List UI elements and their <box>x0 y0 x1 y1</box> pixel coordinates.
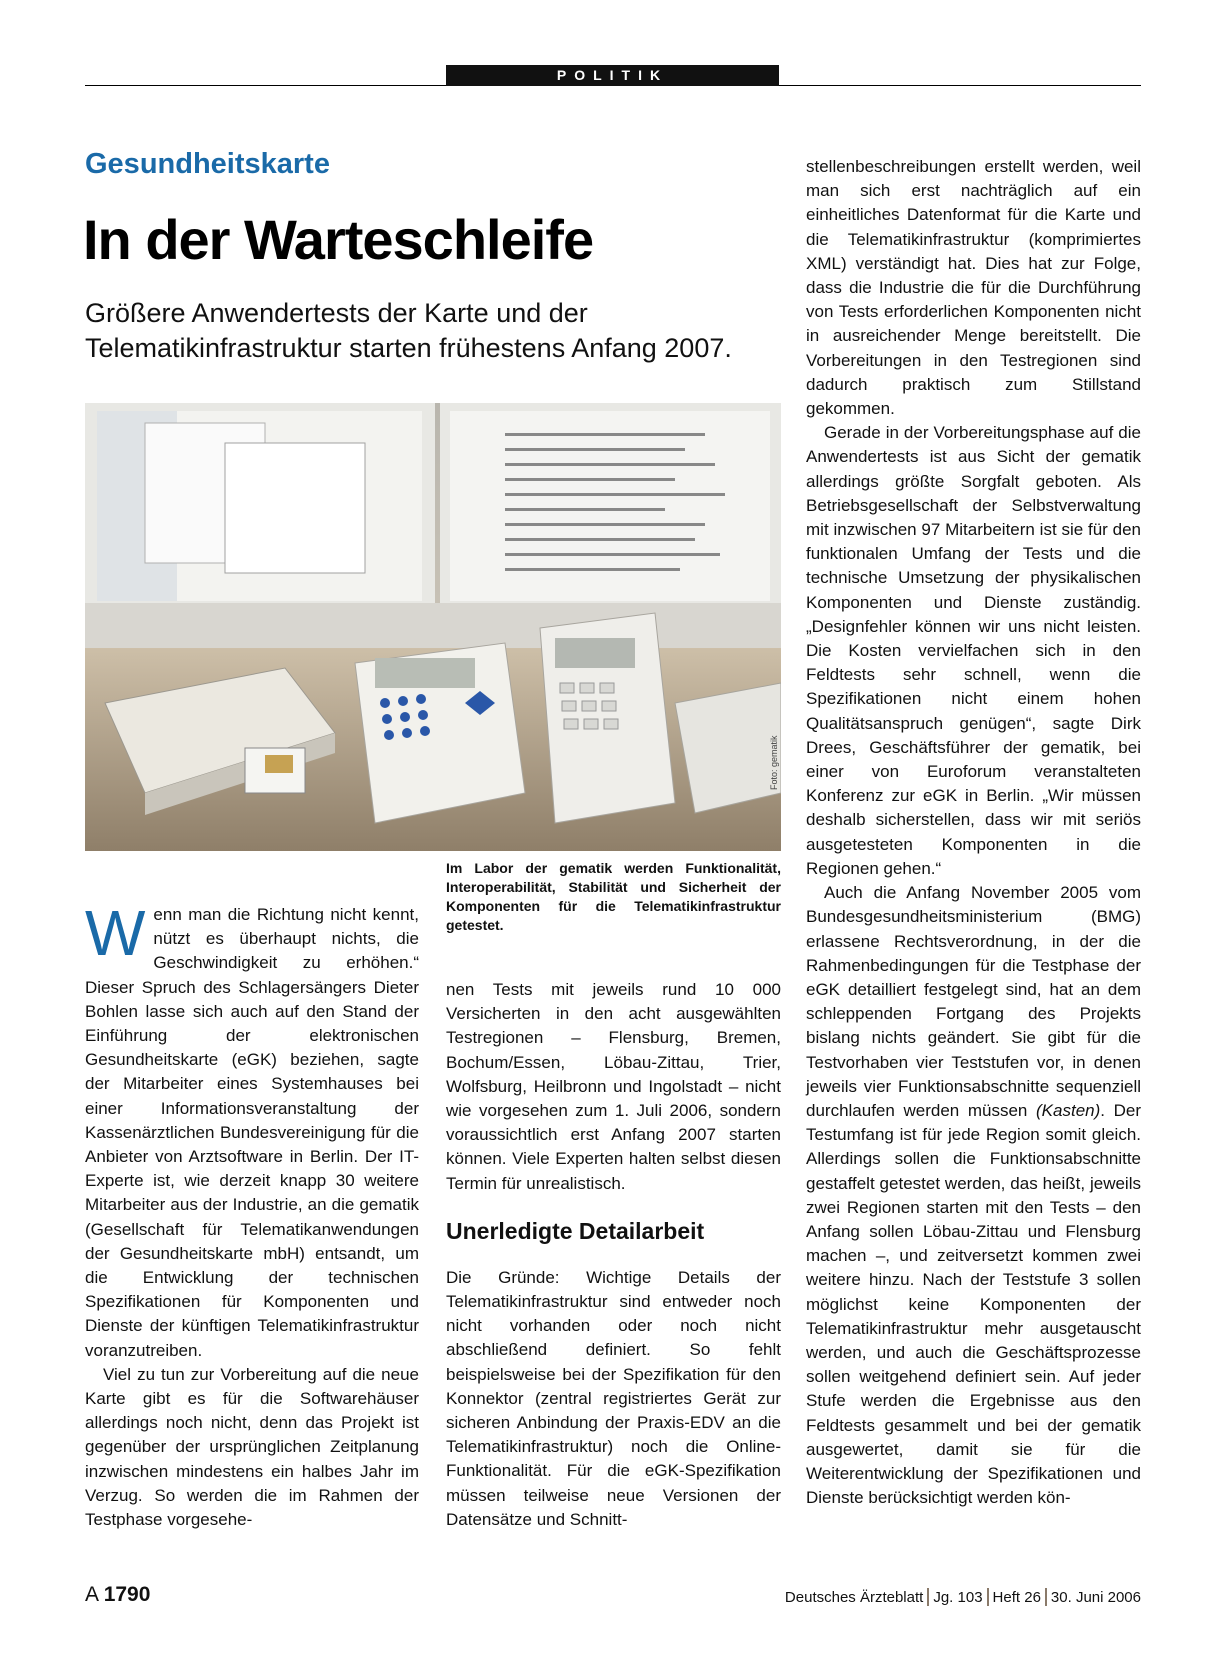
photo-caption: Im Labor der gematik werden Funktionalität, Interoperabilität, Stabilität und Sicherheit der Komponenten für die Telematikinfrastruktur getestet. <box>446 860 781 933</box>
drop-cap: W <box>85 897 146 969</box>
box-reference: (Kasten) <box>1036 1100 1101 1120</box>
journal-issue: Heft 26 <box>992 1589 1041 1606</box>
paragraph: stellenbeschreibungen erstellt werden, weil man sich erst nachträglich auf ein einheitliches Datenformat für die Karte und die Telematikinfrastruktur (komprimiertes XML) verständigt hat. Dies hat zur Folge, dass die Industrie die für die Durchführung von Tests erforderlichen Komponenten nicht in ausreichender Menge bereitstellt. Die Vorbereitungen in den Testregionen sind dadurch praktisch zum Stillstand gekommen. <box>806 157 1141 419</box>
lab-photo <box>85 403 781 851</box>
paragraph: nen Tests mit jeweils rund 10 000 Versicherten in den acht ausgewählten Testregionen – Flensburg, Bremen, Bochum/Essen, Löbau-Zittau, Trier, Wolfsburg, Heilbronn und Ingolstadt – nicht wie vorgesehen zum 1. Juli 2006, sondern voraussichtlich erst Anfang 2007 starten können. Viele Experten halten selbst diesen Termin für unrealistisch. <box>446 980 781 1193</box>
article-subtitle: Größere Anwendertests der Karte und der Telematikinfrastruktur starten frühestens Anfang 2007. <box>85 298 732 363</box>
divider <box>927 1588 929 1606</box>
journal-volume: Jg. 103 <box>933 1589 983 1606</box>
paragraph: Viel zu tun zur Vorbereitung auf die neue Karte gibt es für die Softwarehäuser allerdings noch nicht, denn das Projekt ist gegenüber der ursprünglichen Zeitplanung inzwischen mindestens ein halbes Jahr im Verzug. So werden die im Rahmen der Testphase vorgesehe- <box>85 1364 419 1530</box>
article-kicker: Gesundheitskarte <box>85 148 330 180</box>
paragraph-text: Auch die Anfang November 2005 vom Bundesgesundheitsministerium (BMG) erlassene Rechtsverordnung, in der die Rahmenbedingungen für die Testphase der eGK detailliert festgelegt sind, hat an dem schleppenden Fortgang des Projekts bislang nichts geändert. Sie gibt für die Testvorhaben vier Teststufen vor, in denen jeweils vier Funktionsabschnitte sequenziell durchlaufen werden müssen <box>806 883 1141 1120</box>
text-column-3 <box>806 155 1141 1510</box>
page-number-value: 1790 <box>103 1583 151 1606</box>
journal-date: 30. Juni 2006 <box>1050 1589 1141 1606</box>
photo-credit: Foto: gematik <box>769 735 779 790</box>
journal-name: Deutsches Ärzteblatt <box>784 1589 924 1606</box>
text-column-1 <box>85 897 419 1532</box>
text-column-2 <box>446 978 781 1532</box>
divider <box>1045 1588 1047 1606</box>
paragraph: Die Gründe: Wichtige Details der Telematikinfrastruktur sind entweder noch nicht vorhanden oder noch nicht abschließend definiert. So fehlt beispielsweise bei der Spezifikation für den Konnektor (zentral registriertes Gerät zur sicheren Anbindung der Praxis-EDV an die Telematikinfrastruktur) noch die Online-Funktionalität. Für die eGK-Spezifikation müssen teilweise neue Versionen der Datensätze und Schnitt- <box>446 1267 781 1529</box>
page-number <box>85 1584 150 1605</box>
paragraph: enn man die Richtung nicht kennt, nützt es überhaupt nichts, die Geschwindigkeit zu erhöhen.“ Dieser Spruch des Schlagersängers Dieter Bohlen lasse sich auch auf den Stand der Einführung der elektronischen Gesundheitskarte (eGK) beziehen, sagte der Mitarbeiter eines Systemhauses bei einer Informationsveranstaltung der Kassenärztlichen Bundesvereinigung für die Anbieter von Arztsoftware in Berlin. Der IT-Experte ist, wie derzeit knapp 30 weitere Mitarbeiter aus der Industrie, an die gematik (Gesellschaft für Telematikanwendungen der Gesundheitskarte mbH) entsandt, um die Entwicklung der technischen Spezifikationen für Komponenten und Dienste der künftigen Telematikinfrastruktur voranzutreiben. <box>85 905 419 1360</box>
page-prefix: A <box>85 1583 98 1606</box>
divider <box>987 1588 989 1606</box>
paragraph-text: . Der Testumfang ist für jede Region somit gleich. Allerdings sollen die Funktionsabschnitte gestaffelt getestet werden, das heißt, jeweils zwei Regionen starten mit den Tests – den Anfang sollen Löbau-Zittau und Flensburg machen –, und zeitversetzt kommen zwei weitere hinzu. Nach der Teststufe 3 sollen möglichst keine Komponenten der Telematikinfrastruktur mehr ausgetauscht werden, und auch die Geschäftsprozesse sollen weitgehend definiert sein. Auf jeder Stufe werden die Ergebnisse aus den Feldtests gesammelt und bei der gematik ausgewertet, damit sie für die Weiterentwicklung der Spezifikationen und Dienste berücksichtigt werden kön- <box>806 1100 1142 1508</box>
article-title: In der Warteschleife <box>83 208 594 271</box>
section-tag: POLITIK <box>446 65 779 86</box>
paragraph <box>806 881 1141 1510</box>
journal-info <box>785 1588 1141 1606</box>
section-subheading: Unerledigte Detailarbeit <box>446 1217 705 1244</box>
paragraph: Gerade in der Vorbereitungsphase auf die Anwendertests ist aus Sicht der gematik allerdings größte Sorgfalt geboten. Als Betriebsgesellschaft der Selbstverwaltung mit inzwischen 97 Mitarbeitern ist sie für den funktionalen Umfang der Tests und die technische Umsetzung der physikalischen Komponenten und Dienste zuständig. „Designfehler können wir uns nicht leisten. Die Kosten vervielfachen sich in den Feldtests sehr schnell, wenn die Spezifikationen nicht einem hohen Qualitätsanspruch genügen“, sagte Dirk Drees, Geschäftsführer der gematik, bei einer von Euroforum veranstalteten Konferenz zur eGK in Berlin. „Wir müssen deshalb sicherstellen, dass wir mit seriös ausgetesteten Komponenten in die Regionen gehen.“ <box>806 423 1141 878</box>
